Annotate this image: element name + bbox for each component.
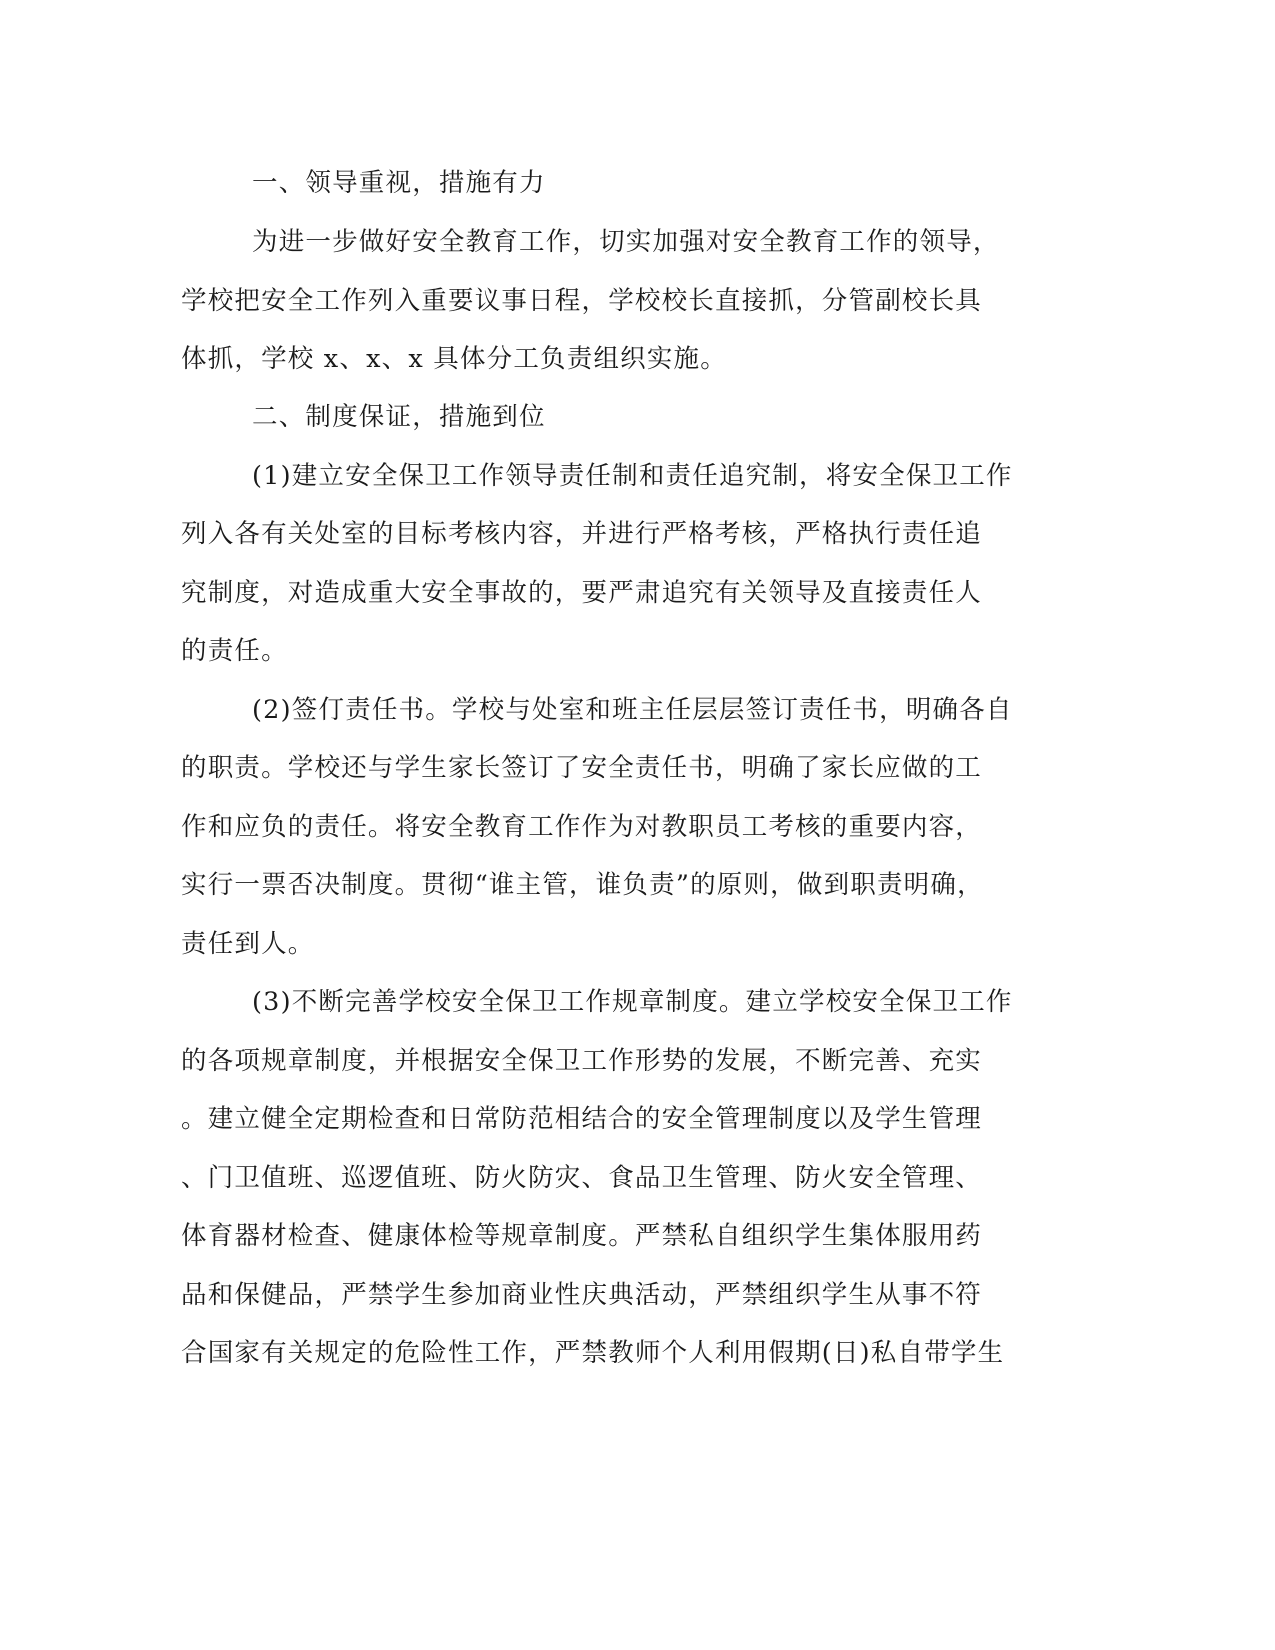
- paragraph-line: (3)不断完善学校安全保卫工作规章制度。建立学校安全保卫工作: [252, 987, 1013, 1017]
- paragraph-line: 列入各有关处室的目标考核内容，并进行严格考核，严格执行责任追: [181, 519, 983, 549]
- paragraph-line: (1)建立安全保卫工作领导责任制和责任追究制，将安全保卫工作: [252, 461, 1013, 491]
- paragraph-line: 的各项规章制度，并根据安全保卫工作形势的发展，不断完善、充实: [181, 1046, 983, 1076]
- paragraph-line: 责任到人。: [181, 929, 315, 959]
- paragraph-line: 合国家有关规定的危险性工作，严禁教师个人利用假期(日)私自带学生: [181, 1338, 1005, 1368]
- paragraph-line: 品和保健品，严禁学生参加商业性庆典活动，严禁组织学生从事不符: [181, 1280, 983, 1310]
- paragraph-line: 体抓，学校 x、x、x 具体分工负责组织实施。: [181, 344, 727, 374]
- paragraph-line: 。建立健全定期检查和日常防范相结合的安全管理制度以及学生管理: [181, 1104, 983, 1134]
- paragraph-line: 作和应负的责任。将安全教育工作作为对教职员工考核的重要内容，: [181, 812, 983, 842]
- paragraph-line: 的责任。: [181, 636, 288, 666]
- paragraph-line: (2)签仃责任书。学校与处室和班主任层层签订责任书，明确各自: [252, 695, 1013, 725]
- paragraph-line: 的职责。学校还与学生家长签订了安全责任书，明确了家长应做的工: [181, 753, 983, 783]
- paragraph-line: 、门卫值班、巡逻值班、防火防灾、食品卫生管理、防火安全管理、: [181, 1163, 983, 1193]
- paragraph-line: 究制度，对造成重大安全事故的，要严肃追究有关领导及直接责任人: [181, 578, 983, 608]
- paragraph-line: 学校把安全工作列入重要议事日程，学校校长直接抓，分管副校长具: [181, 286, 983, 316]
- heading-1: 一、领导重视，措施有力: [252, 168, 546, 198]
- paragraph-line: 实行一票否决制度。贯彻“谁主管，谁负责”的原则，做到职责明确，: [181, 870, 984, 900]
- heading-2: 二、制度保证，措施到位: [252, 402, 546, 432]
- paragraph-line: 体育器材检查、健康体检等规章制度。严禁私自组织学生集体服用药: [181, 1221, 983, 1251]
- paragraph-line: 为进一步做好安全教育工作，切实加强对安全教育工作的领导，: [252, 227, 1000, 257]
